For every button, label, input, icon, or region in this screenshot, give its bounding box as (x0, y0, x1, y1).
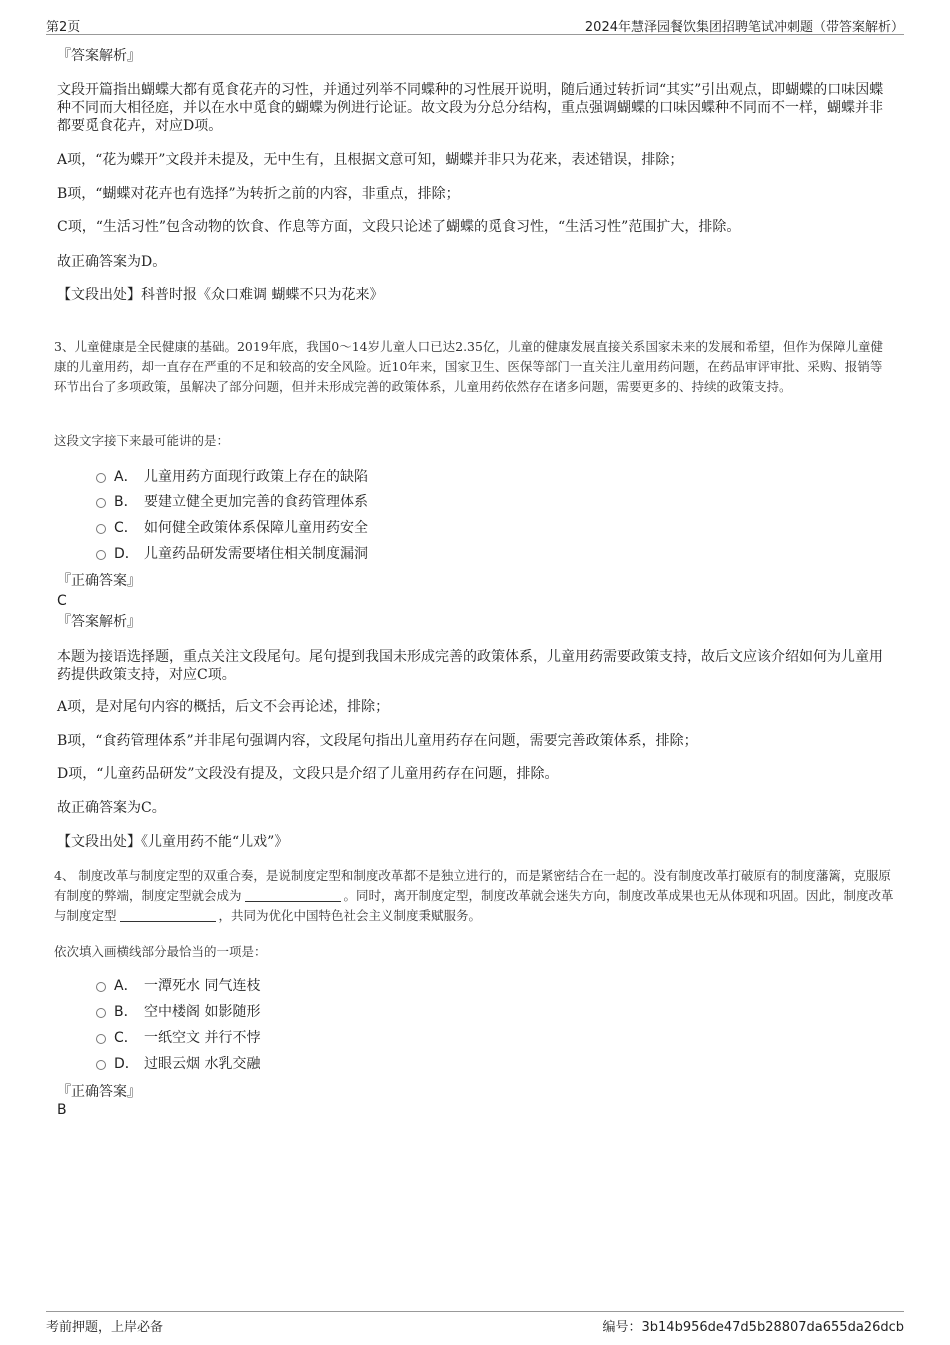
source-note: 【文段出处】《儿童用药不能“儿戏”》 (57, 834, 289, 850)
radio-icon[interactable] (96, 498, 106, 508)
question-4-option-c[interactable]: C． 一纸空文 并行不悖 (96, 1028, 260, 1048)
radio-icon[interactable] (96, 1008, 106, 1018)
correct-answer-label: 『正确答案』 (57, 1084, 141, 1100)
question-3-option-a[interactable]: A． 儿童用药方面现行政策上存在的缺陷 (96, 467, 368, 487)
radio-icon[interactable] (96, 473, 106, 483)
analysis-option-c: C项，“生活习性”包含动物的饮食、作息等方面，文段只论述了蝴蝶的觅食习性，“生活习性”范围扩大，排除。 (57, 219, 741, 235)
correct-answer: C (57, 593, 67, 609)
analysis-option-b: B项，“蝴蝶对花卉也有选择”为转折之前的内容，非重点，排除； (57, 186, 460, 202)
analysis-label: 『答案解析』 (57, 48, 141, 64)
source-note: 【文段出处】科普时报《众口难调 蝴蝶不只为花来》 (57, 287, 384, 303)
question-4-text: 4、 制度改革与制度定型的双重合奏，是说制度定型和制度改革都不是独立进行的，而是紧密结合在一起的。没有制度改革打破原有的制度藩篱，克服原有制度的弊端，制度定型就会成为 。同时，离开制度定型，制度改革就会迷失方向，制度改革成果也无从体现和巩固。因此，制度改革与制度定型 ，共同为优化中国特色社会主义制度秉赋服务。 (54, 868, 894, 923)
question-3-stem: 这段文字接下来最可能讲的是： (54, 433, 230, 448)
question-4-option-a[interactable]: A． 一潭死水 同气连枝 (96, 976, 260, 996)
fill-blank (120, 908, 216, 922)
document-id: 编号：3b14b956de47d5b28807da655da26dcb (602, 1320, 904, 1335)
radio-icon[interactable] (96, 524, 106, 534)
page-header (46, 14, 904, 35)
analysis-option-b: B项，“食药管理体系”并非尾句强调内容，文段尾句指出儿童用药存在问题，需要完善政策体系，排除； (57, 733, 698, 749)
page-number: 第2页 (46, 20, 81, 35)
analysis-intro: 本题为接语选择题，重点关注文段尾句。尾句提到我国未形成完善的政策体系，儿童用药需要政策支持，故后文应该介绍如何为儿童用药提供政策支持，对应C项。 (57, 649, 883, 683)
question-4-option-d[interactable]: D． 过眼云烟 水乳交融 (96, 1054, 260, 1074)
analysis-option-a: A项，是对尾句内容的概括，后文不会再论述，排除； (57, 699, 390, 715)
analysis-conclusion: 故正确答案为D。 (57, 254, 167, 270)
question-4-stem: 依次填入画横线部分最恰当的一项是： (54, 944, 267, 959)
radio-icon[interactable] (96, 550, 106, 560)
radio-icon[interactable] (96, 982, 106, 992)
analysis-option-a: A项，“花为蝶开”文段并未提及，无中生有，且根据文意可知，蝴蝶并非只为花来，表述错误，排除； (57, 152, 684, 168)
radio-icon[interactable] (96, 1034, 106, 1044)
question-3-option-d[interactable]: D． 儿童药品研发需要堵住相关制度漏洞 (96, 544, 368, 564)
analysis-intro: 文段开篇指出蝴蝶大都有觅食花卉的习性，并通过列举不同蝶种的习性展开说明，随后通过转折词“其实”引出观点，即蝴蝶的口味因蝶种不同而大相径庭，并以在水中觅食的蝴蝶为例进行论证。故文段为分总分结构，重点强调蝴蝶的口味因蝶种不同而不一样，蝴蝶并非都要觅食花卉，对应D项。 (57, 82, 884, 134)
question-3-text: 3、儿童健康是全民健康的基础。2019年底，我国0～14岁儿童人口已达2.35亿，儿童的健康发展直接关系国家未来的发展和希望，但作为保障儿童健康的儿童用药，却一直存在严重的不足和较高的安全风险。近10年来，国家卫生、医保等部门一直关注儿童用药问题，在药品审评审批、采购、报销等环节出台了多项政策，虽解决了部分问题，但并未形成完善的政策体系，儿童用药依然存在诸多问题，需要更多的、持续的政策支持。 (54, 339, 883, 394)
question-3-option-c[interactable]: C． 如何健全政策体系保障儿童用药安全 (96, 518, 368, 538)
document-title: 2024年慧泽园餐饮集团招聘笔试冲刺题（带答案解析） (584, 20, 904, 35)
analysis-option-d: D项，“儿童药品研发”文段没有提及，文段只是介绍了儿童用药存在问题，排除。 (57, 766, 559, 782)
analysis-label: 『答案解析』 (57, 614, 141, 630)
correct-answer-label: 『正确答案』 (57, 573, 141, 589)
page-footer (46, 1311, 904, 1334)
fill-blank (245, 888, 341, 902)
question-4-option-b[interactable]: B． 空中楼阁 如影随形 (96, 1002, 260, 1022)
correct-answer: B (57, 1102, 67, 1118)
question-3-option-b[interactable]: B． 要建立健全更加完善的食药管理体系 (96, 492, 368, 512)
analysis-conclusion: 故正确答案为C。 (57, 800, 166, 816)
radio-icon[interactable] (96, 1060, 106, 1070)
footer-slogan: 考前押题，上岸必备 (46, 1320, 164, 1335)
